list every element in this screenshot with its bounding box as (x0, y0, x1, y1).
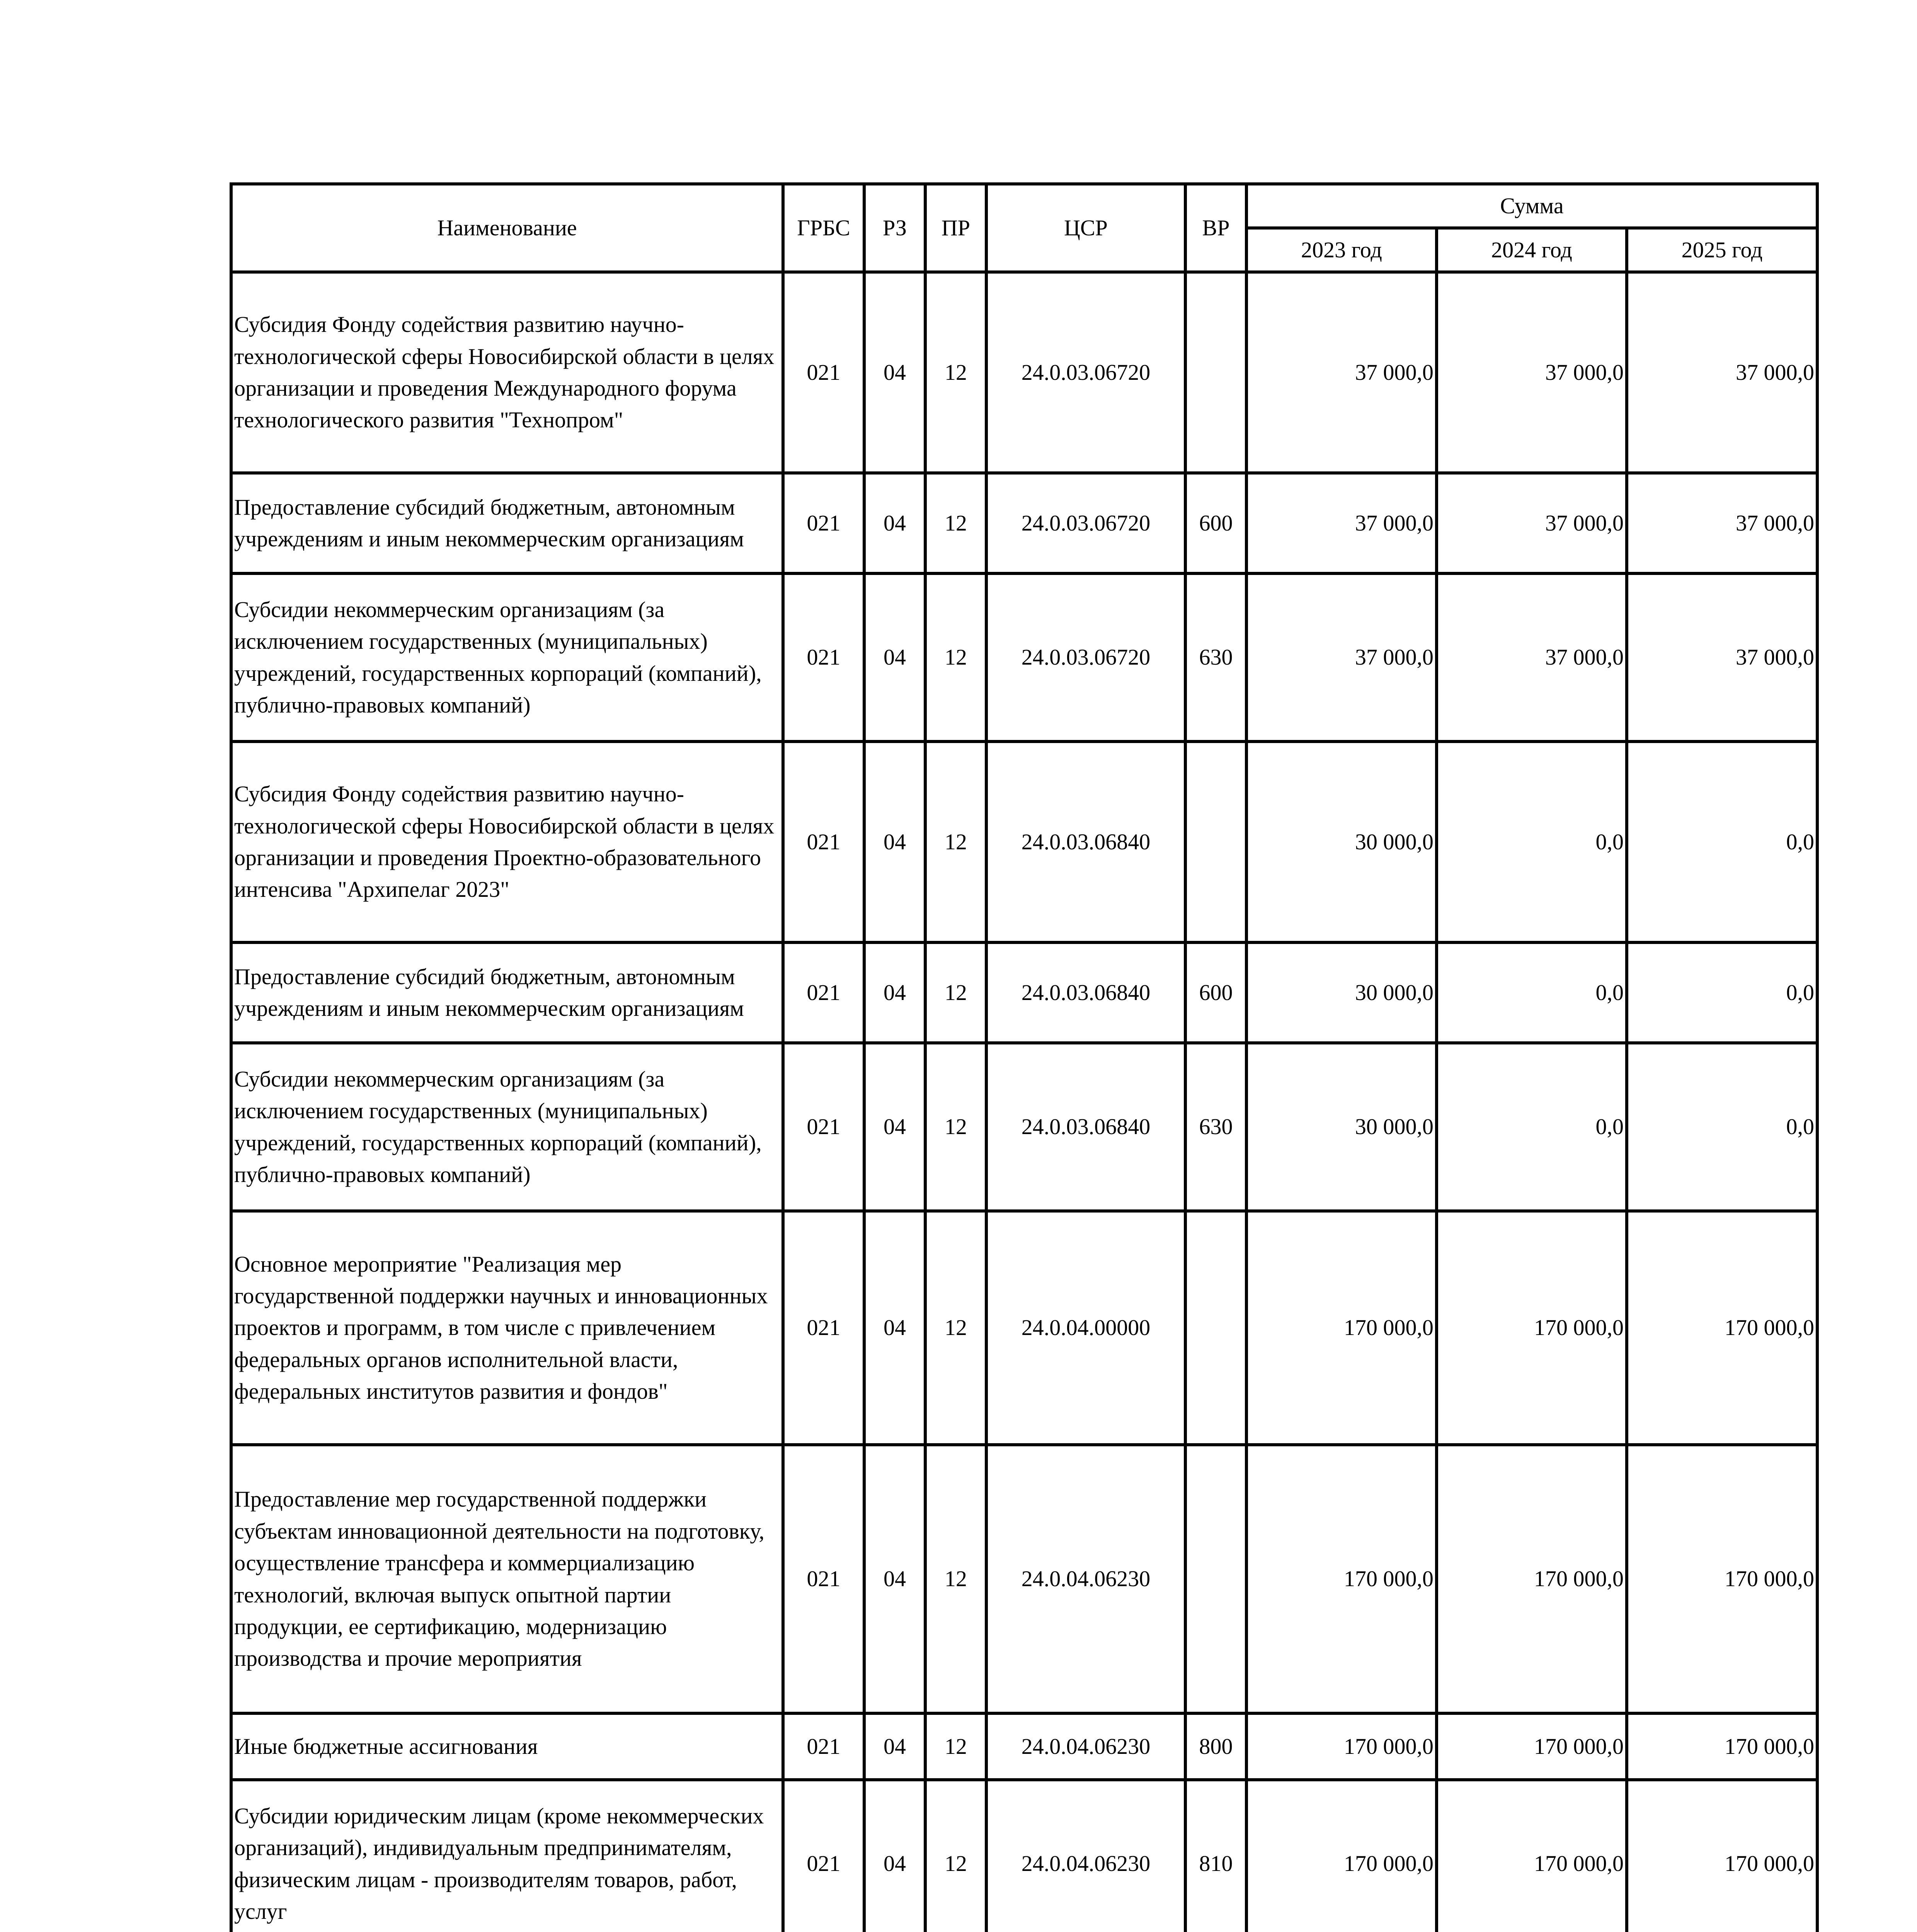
table-row (231, 942, 1817, 1043)
row-sum-2025: 0,0 (1627, 1043, 1817, 1211)
row-sum-2024: 37 000,0 (1437, 473, 1627, 573)
row-sum-2024: 37 000,0 (1437, 573, 1627, 742)
row-name: Предоставление субсидий бюджетным, автономным учреждениям и иным некоммерческим организациям (231, 942, 783, 1043)
table-row (231, 1780, 1817, 1932)
header-year-2024: 2024 год (1437, 228, 1627, 272)
row-sum-2025: 170 000,0 (1627, 1780, 1817, 1932)
row-pr: 12 (925, 942, 986, 1043)
row-sum-2024: 0,0 (1437, 742, 1627, 942)
row-vr: 630 (1185, 573, 1246, 742)
row-pr: 12 (925, 272, 986, 473)
row-csr: 24.0.03.06840 (986, 942, 1185, 1043)
row-name: Субсидии некоммерческим организациям (за исключением государственных (муниципальных) учреждений, государственных корпораций (компаний), публично-правовых компаний) (231, 573, 783, 742)
row-grbs: 021 (783, 942, 864, 1043)
row-csr: 24.0.03.06720 (986, 473, 1185, 573)
table-row (231, 272, 1817, 473)
row-grbs: 021 (783, 573, 864, 742)
header-sum: Сумма (1246, 184, 1817, 228)
row-csr: 24.0.03.06720 (986, 573, 1185, 742)
row-sum-2023: 37 000,0 (1246, 573, 1437, 742)
header-grbs: ГРБС (783, 184, 864, 272)
table-row (231, 1445, 1817, 1713)
row-name: Предоставление мер государственной поддержки субъектам инновационной деятельности на подготовку, осуществление трансфера и коммерциализацию технологий, включая выпуск опытной партии продукции, ее сертификацию, модернизацию производства и прочие мероприятия (231, 1445, 783, 1713)
row-sum-2025: 37 000,0 (1627, 473, 1817, 573)
row-sum-2023: 37 000,0 (1246, 272, 1437, 473)
row-grbs: 021 (783, 272, 864, 473)
row-rz: 04 (864, 942, 925, 1043)
row-csr: 24.0.04.06230 (986, 1445, 1185, 1713)
row-name: Иные бюджетные ассигнования (231, 1713, 783, 1780)
row-sum-2023: 30 000,0 (1246, 1043, 1437, 1211)
table-row (231, 742, 1817, 942)
row-csr: 24.0.03.06840 (986, 742, 1185, 942)
header-vr: ВР (1185, 184, 1246, 272)
row-name: Субсидия Фонду содействия развитию научно-технологической сферы Новосибирской области в целях организации и проведения Проектно-образовательного интенсива "Архипелаг 2023" (231, 742, 783, 942)
row-sum-2025: 0,0 (1627, 942, 1817, 1043)
row-rz: 04 (864, 473, 925, 573)
row-sum-2024: 170 000,0 (1437, 1445, 1627, 1713)
row-sum-2023: 170 000,0 (1246, 1211, 1437, 1445)
row-grbs: 021 (783, 1445, 864, 1713)
row-grbs: 021 (783, 1043, 864, 1211)
row-sum-2024: 0,0 (1437, 942, 1627, 1043)
row-sum-2024: 170 000,0 (1437, 1211, 1627, 1445)
row-pr: 12 (925, 1713, 986, 1780)
row-sum-2023: 30 000,0 (1246, 942, 1437, 1043)
row-csr: 24.0.03.06720 (986, 272, 1185, 473)
row-csr: 24.0.03.06840 (986, 1043, 1185, 1211)
row-sum-2023: 170 000,0 (1246, 1445, 1437, 1713)
row-rz: 04 (864, 272, 925, 473)
row-rz: 04 (864, 1445, 925, 1713)
row-vr: 600 (1185, 942, 1246, 1043)
row-name: Субсидии некоммерческим организациям (за исключением государственных (муниципальных) учреждений, государственных корпораций (компаний), публично-правовых компаний) (231, 1043, 783, 1211)
row-sum-2023: 170 000,0 (1246, 1780, 1437, 1932)
row-sum-2023: 30 000,0 (1246, 742, 1437, 942)
row-rz: 04 (864, 1713, 925, 1780)
row-rz: 04 (864, 1780, 925, 1932)
header-pr: ПР (925, 184, 986, 272)
row-vr: 810 (1185, 1780, 1246, 1932)
row-rz: 04 (864, 742, 925, 942)
header-csr: ЦСР (986, 184, 1185, 272)
row-sum-2024: 0,0 (1437, 1043, 1627, 1211)
row-sum-2024: 170 000,0 (1437, 1713, 1627, 1780)
row-sum-2025: 0,0 (1627, 742, 1817, 942)
table-row (231, 473, 1817, 573)
row-grbs: 021 (783, 742, 864, 942)
header-name: Наименование (231, 184, 783, 272)
header-year-2025: 2025 год (1627, 228, 1817, 272)
row-rz: 04 (864, 1211, 925, 1445)
row-vr: 600 (1185, 473, 1246, 573)
header-year-2023: 2023 год (1246, 228, 1437, 272)
row-sum-2023: 170 000,0 (1246, 1713, 1437, 1780)
row-sum-2025: 170 000,0 (1627, 1713, 1817, 1780)
row-grbs: 021 (783, 1780, 864, 1932)
row-csr: 24.0.04.00000 (986, 1211, 1185, 1445)
row-csr: 24.0.04.06230 (986, 1713, 1185, 1780)
row-csr: 24.0.04.06230 (986, 1780, 1185, 1932)
row-sum-2024: 37 000,0 (1437, 272, 1627, 473)
row-pr: 12 (925, 1211, 986, 1445)
row-rz: 04 (864, 1043, 925, 1211)
header-rz: РЗ (864, 184, 925, 272)
row-vr: 800 (1185, 1713, 1246, 1780)
row-pr: 12 (925, 742, 986, 942)
row-sum-2023: 37 000,0 (1246, 473, 1437, 573)
row-sum-2025: 37 000,0 (1627, 272, 1817, 473)
table-body (231, 272, 1817, 1932)
row-pr: 12 (925, 573, 986, 742)
row-sum-2024: 170 000,0 (1437, 1780, 1627, 1932)
table-row (231, 1211, 1817, 1445)
table-row (231, 573, 1817, 742)
row-grbs: 021 (783, 1211, 864, 1445)
row-pr: 12 (925, 1780, 986, 1932)
budget-table (230, 182, 1819, 1932)
table-row (231, 1713, 1817, 1780)
table-row (231, 1043, 1817, 1211)
row-sum-2025: 170 000,0 (1627, 1445, 1817, 1713)
row-pr: 12 (925, 1445, 986, 1713)
row-vr (1185, 1211, 1246, 1445)
row-pr: 12 (925, 1043, 986, 1211)
row-pr: 12 (925, 473, 986, 573)
row-grbs: 021 (783, 473, 864, 573)
row-sum-2025: 37 000,0 (1627, 573, 1817, 742)
row-sum-2025: 170 000,0 (1627, 1211, 1817, 1445)
row-vr (1185, 742, 1246, 942)
row-rz: 04 (864, 573, 925, 742)
row-name: Субсидия Фонду содействия развитию научно-технологической сферы Новосибирской области в целях организации и проведения Международного форума технологического развития "Технопром" (231, 272, 783, 473)
row-vr: 630 (1185, 1043, 1246, 1211)
row-name: Субсидии юридическим лицам (кроме некоммерческих организаций), индивидуальным предпринимателям, физическим лицам - производителям товаров, работ, услуг (231, 1780, 783, 1932)
row-name: Основное мероприятие "Реализация мер государственной поддержки научных и инновационных проектов и программ, в том числе с привлечением федеральных органов исполнительной власти, федеральных институтов развития и фондов" (231, 1211, 783, 1445)
row-grbs: 021 (783, 1713, 864, 1780)
row-vr (1185, 272, 1246, 473)
row-vr (1185, 1445, 1246, 1713)
row-name: Предоставление субсидий бюджетным, автономным учреждениям и иным некоммерческим организациям (231, 473, 783, 573)
